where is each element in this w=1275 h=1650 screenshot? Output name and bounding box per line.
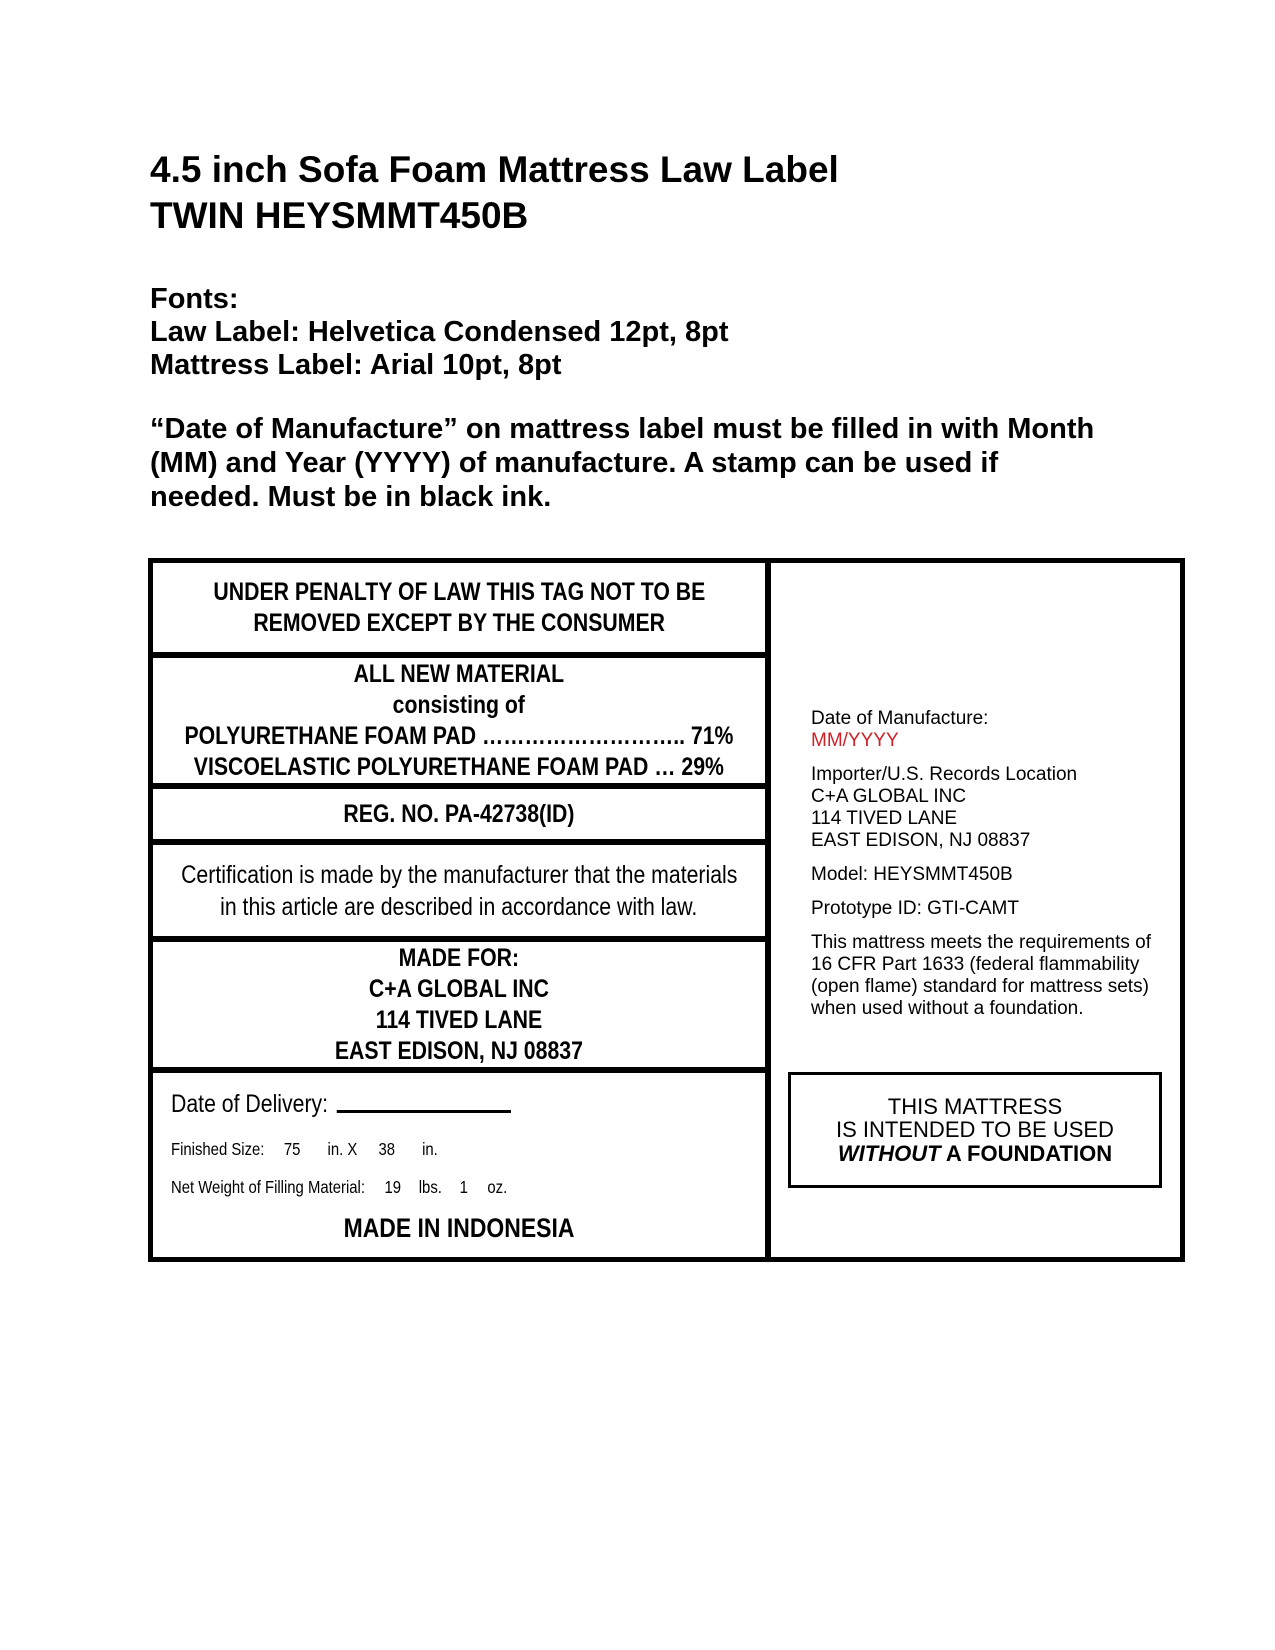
importer-street: 114 TIVED LANE (811, 808, 958, 829)
foundation-notice-line3-rest: A FOUNDATION (940, 1140, 1113, 1166)
note-line2: (MM) and Year (YYYY) of manufacture. A stamp can be used if (150, 447, 999, 479)
date-of-delivery-blank-line (337, 1108, 511, 1113)
finished-size-line (171, 1139, 661, 1160)
date-of-delivery-line (171, 1089, 661, 1119)
foundation-notice-without-word: WITHOUT (837, 1140, 941, 1166)
flammability-line1: This mattress meets the requirements of (811, 932, 1152, 953)
materials-item-polyurethane: POLYURETHANE FOAM PAD ……………………….. 71% (184, 721, 734, 750)
fonts-note (150, 283, 729, 382)
made-for-company: C+A GLOBAL INC (368, 974, 550, 1003)
net-weight-label: Net Weight of Filling Material: (171, 1177, 366, 1197)
manufacture-date-note (150, 412, 1094, 514)
law-label-box (148, 558, 1185, 1262)
document-title-line1: 4.5 inch Sofa Foam Mattress Law Label (150, 149, 839, 190)
materials-heading: ALL NEW MATERIAL (353, 659, 565, 688)
flammability-line4: when used without a foundation. (811, 998, 1084, 1019)
fonts-mattress-label-line: Mattress Label: Arial 10pt, 8pt (150, 349, 562, 381)
made-for-street: 114 TIVED LANE (375, 1005, 543, 1034)
finished-size-width-unit: in. X (327, 1139, 358, 1159)
net-weight-line (171, 1177, 661, 1198)
law-label-left-column (153, 563, 771, 1257)
prototype-line: Prototype ID: GTI-CAMT (811, 898, 1019, 919)
fonts-law-label-line: Law Label: Helvetica Condensed 12pt, 8pt (150, 316, 729, 348)
penalty-line2: REMOVED EXCEPT BY THE CONSUMER (253, 608, 665, 637)
certification-line2: in this article are described in accordance with law. (220, 892, 698, 921)
made-in-country: MADE IN INDONESIA (343, 1213, 575, 1243)
net-weight-oz-unit: oz. (487, 1177, 508, 1197)
net-weight-lbs-value: 19 (384, 1177, 402, 1197)
certification-line1: Certification is made by the manufacturer that the materials (180, 860, 738, 889)
fonts-heading: Fonts: (150, 283, 239, 315)
materials-section (153, 658, 765, 789)
finished-size-length-unit: in. (422, 1139, 438, 1159)
flammability-block (811, 932, 1164, 1020)
made-for-heading: MADE FOR: (398, 943, 520, 972)
flammability-line2: 16 CFR Part 1633 (federal flammability (811, 954, 1140, 975)
flammability-line3: (open flame) standard for mattress sets) (811, 976, 1149, 997)
mattress-label-right-column (771, 563, 1180, 1257)
finished-size-width-value: 75 (283, 1139, 301, 1159)
date-of-manufacture-block (811, 708, 1164, 752)
importer-city: EAST EDISON, NJ 08837 (811, 830, 1031, 851)
document-title-line2: TWIN HEYSMMT450B (150, 195, 529, 236)
reg-no-section (153, 789, 765, 845)
penalty-line1: UNDER PENALTY OF LAW THIS TAG NOT TO BE (213, 577, 705, 606)
materials-subheading: consisting of (392, 690, 526, 719)
document-title (150, 147, 839, 239)
foundation-notice-line3 (838, 1142, 1112, 1166)
date-of-delivery-label: Date of Delivery: (171, 1090, 329, 1118)
date-of-manufacture-label: Date of Manufacture: (811, 708, 989, 729)
finished-size-label: Finished Size: (171, 1139, 265, 1159)
certification-section (153, 845, 765, 942)
net-weight-oz-value: 1 (459, 1177, 468, 1197)
note-line1: “Date of Manufacture” on mattress label must be filled in with Month (150, 413, 1095, 445)
date-of-manufacture-value: MM/YYYY (811, 730, 899, 751)
importer-block (811, 764, 1164, 852)
finished-size-length-value: 38 (378, 1139, 395, 1159)
importer-heading: Importer/U.S. Records Location (811, 764, 1078, 785)
made-for-section (153, 942, 765, 1073)
materials-item-viscoelastic: VISCOELASTIC POLYURETHANE FOAM PAD … 29% (193, 752, 725, 781)
penalty-section (153, 563, 765, 658)
delivery-section (153, 1073, 765, 1257)
note-line3: needed. Must be in black ink. (150, 481, 552, 513)
net-weight-lbs-unit: lbs. (418, 1177, 442, 1197)
foundation-notice-line2: IS INTENDED TO BE USED (836, 1117, 1114, 1143)
foundation-notice-line1: THIS MATTRESS (887, 1093, 1063, 1119)
made-for-city: EAST EDISON, NJ 08837 (334, 1036, 584, 1065)
reg-no-text: REG. NO. PA-42738(ID) (343, 799, 575, 828)
importer-company: C+A GLOBAL INC (811, 786, 967, 807)
foundation-notice-box (788, 1072, 1162, 1188)
model-line: Model: HEYSMMT450B (811, 864, 1013, 885)
